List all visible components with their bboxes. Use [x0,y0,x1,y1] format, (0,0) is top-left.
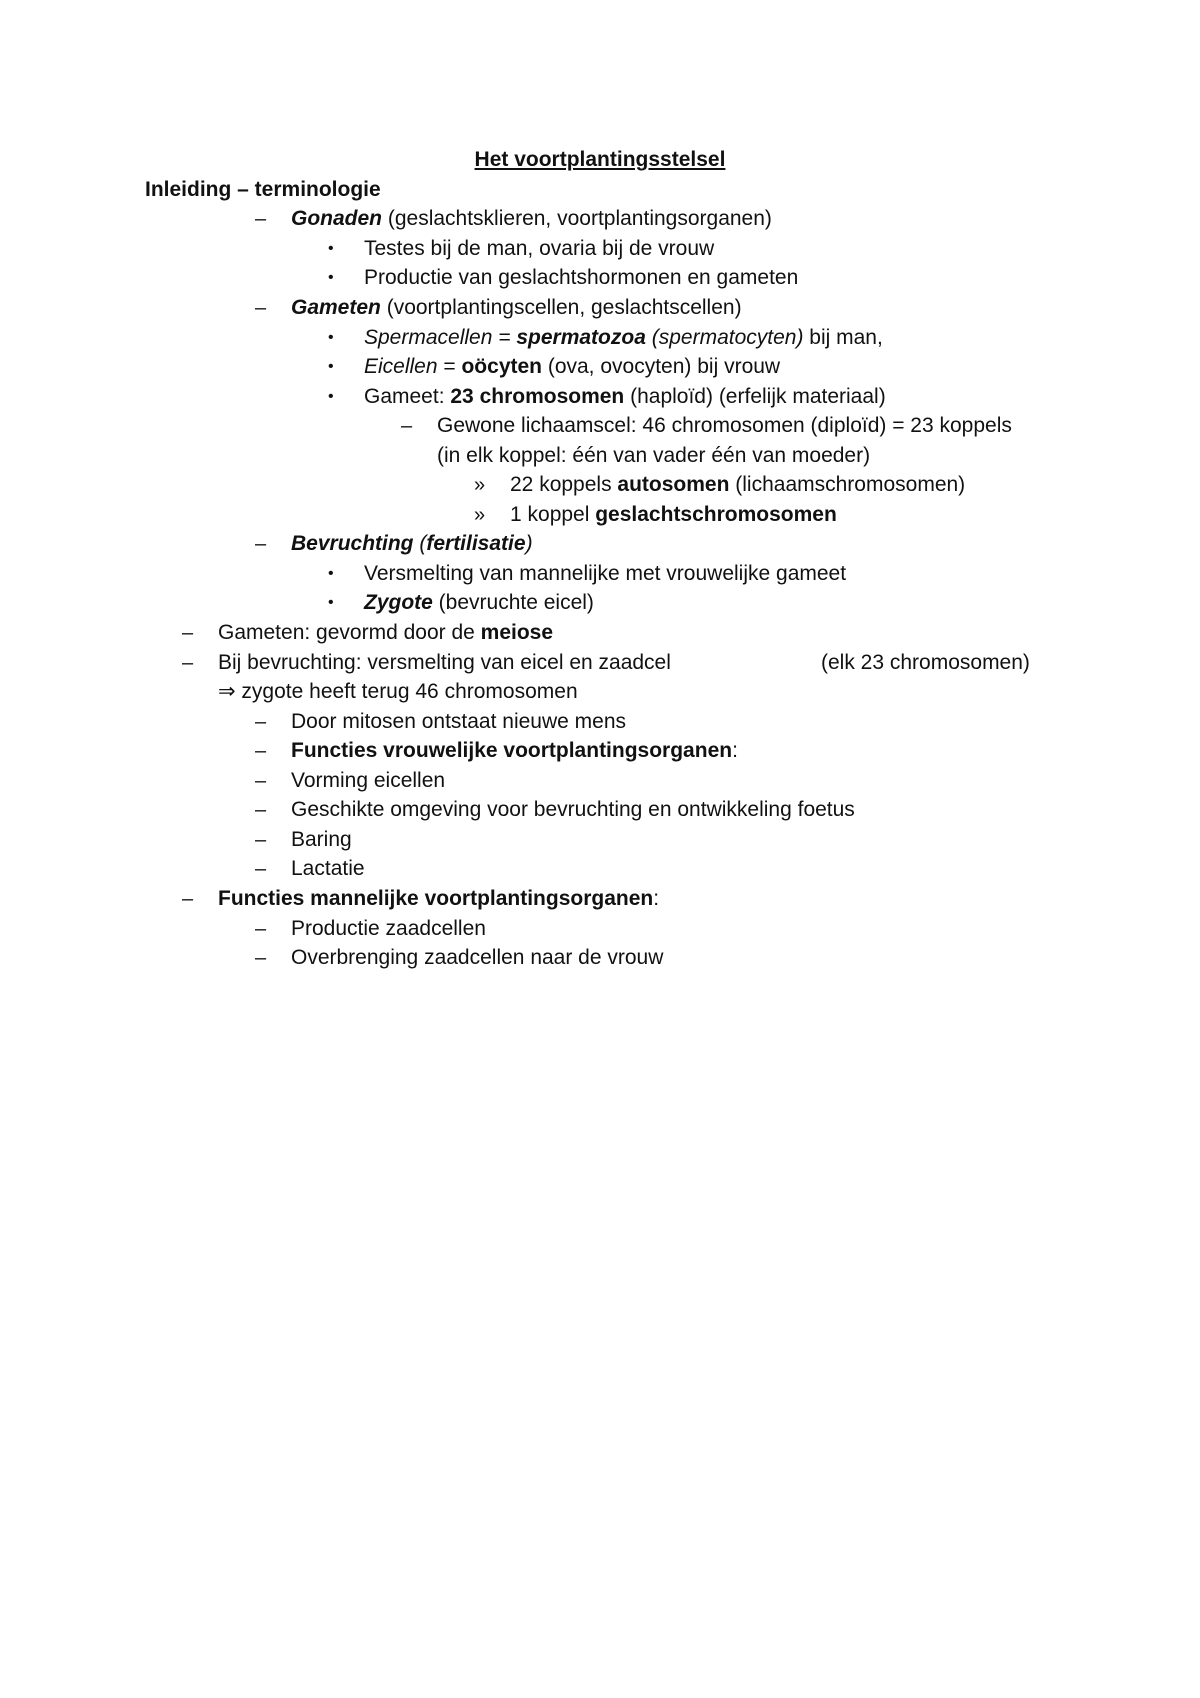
dash-marker: – [401,415,413,437]
gameet-suffix: (haploïd) (erfelijk materiaal) [624,385,886,408]
list-item-functies-man [218,884,659,914]
dash-marker: – [255,858,267,880]
list-item-versmelting: Versmelting van mannelijke met vrouwelijke gameet [364,562,847,585]
term-gameten: Gameten [291,296,381,319]
meiose-text: Gameten: gevormd door de [218,621,481,644]
koppels-suffix: (lichaamschromosomen) [729,473,966,496]
list-item-productie-hormonen: Productie van geslachtshormonen en gameten [364,266,799,289]
list-item-bij-bevruchting: Bij bevruchting: versmelting van eicel en zaadcel [218,651,671,674]
dash-marker: – [182,888,194,910]
sperma-alt: (spermatocyten) [645,326,804,349]
dash-marker: – [255,740,267,762]
bullet-marker: • [328,565,334,582]
list-item-productie-zaad: Productie zaadcellen [291,917,486,940]
bullet-marker: • [328,240,334,257]
bullet-marker: • [328,358,334,375]
dash-marker: – [182,622,194,644]
list-item-gonaden [291,204,772,234]
list-item-bevruchting [291,529,533,559]
dash-marker: – [255,533,267,555]
dash-marker: – [255,918,267,940]
sperma-term: spermatozoa [516,326,646,349]
eicel-text: Eicellen [364,355,438,378]
list-item-baring: Baring [291,828,352,851]
eicel-term: oöcyten [461,355,542,378]
functies-man-term: Functies mannelijke voortplantingsorganen [218,887,654,910]
raquo-marker: » [474,474,486,496]
dash-marker: – [182,652,194,674]
functies-man-colon: : [653,887,660,910]
list-item-autosomen [510,470,965,500]
dash-marker: – [255,711,267,733]
functies-vrouw-colon: : [732,739,738,762]
koppel-term: geslachtschromosomen [595,503,837,526]
eicel-suffix: (ova, ovocyten) bij vrouw [542,355,781,378]
list-item-mitosen: Door mitosen ontstaat nieuwe mens [291,710,627,733]
list-item-spermacellen [364,323,883,353]
bullet-marker: • [328,269,334,286]
list-item-bij-bevruchting-note: (elk 23 chromosomen) [821,651,1030,674]
bevruchting-close: ) [525,532,533,555]
list-item-functies-vrouw [291,736,738,766]
functies-vrouw-term: Functies vrouwelijke voortplantingsorganen [291,739,733,762]
list-item-geslachtschromosomen [510,500,837,530]
list-item-gameet [364,382,886,412]
section-heading: Inleiding – terminologie [145,178,381,201]
gameet-text: Gameet: [364,385,451,408]
gameet-term: 23 chromosomen [450,385,625,408]
list-item-lichaamscel: Gewone lichaamscel: 46 chromosomen (diploïd) = 23 koppels [437,414,1012,437]
list-item-testes: Testes bij de man, ovaria bij de vrouw [364,237,715,260]
gameten-description: (voortplantingscellen, geslachtscellen) [380,296,742,319]
list-item-gameten [291,293,742,323]
dash-marker: – [255,947,267,969]
koppels-text: 22 koppels [510,473,618,496]
dash-marker: – [255,297,267,319]
bullet-marker: • [328,594,334,611]
list-item-meiose [218,618,553,648]
document-title: Het voortplantingsstelsel [474,148,726,171]
list-item-lactatie: Lactatie [291,857,365,880]
gonaden-description: (geslachtsklieren, voortplantingsorganen) [382,207,772,230]
bullet-marker: • [328,388,334,405]
list-item-zygote-terug: ⇒ zygote heeft terug 46 chromosomen [218,680,578,703]
term-gonaden: Gonaden [291,207,383,230]
meiose-term: meiose [480,621,554,644]
list-item-zygote [364,588,594,618]
list-item-vorming: Vorming eicellen [291,769,446,792]
koppel-text: 1 koppel [510,503,596,526]
list-item-overbrenging: Overbrenging zaadcellen naar de vrouw [291,946,664,969]
dash-marker: – [255,829,267,851]
sperma-suffix: bij man, [803,326,883,349]
raquo-marker: » [474,504,486,526]
dash-marker: – [255,799,267,821]
bevruchting-open: ( [413,532,427,555]
eicel-equals: = [437,355,462,378]
sperma-text: Spermacellen = [364,326,517,349]
dash-marker: – [255,208,267,230]
dash-marker: – [255,770,267,792]
bevruchting-term: Bevruchting [291,532,414,555]
list-item-omgeving: Geschikte omgeving voor bevruchting en ontwikkeling foetus [291,798,855,821]
list-item-lichaamscel-cont: (in elk koppel: één van vader één van moeder) [437,444,871,467]
list-item-eicellen [364,352,780,382]
bevruchting-alt: fertilisatie [426,532,526,555]
zygote-term: Zygote [364,591,433,614]
koppels-term: autosomen [617,473,730,496]
bullet-marker: • [328,329,334,346]
zygote-desc: (bevruchte eicel) [432,591,594,614]
